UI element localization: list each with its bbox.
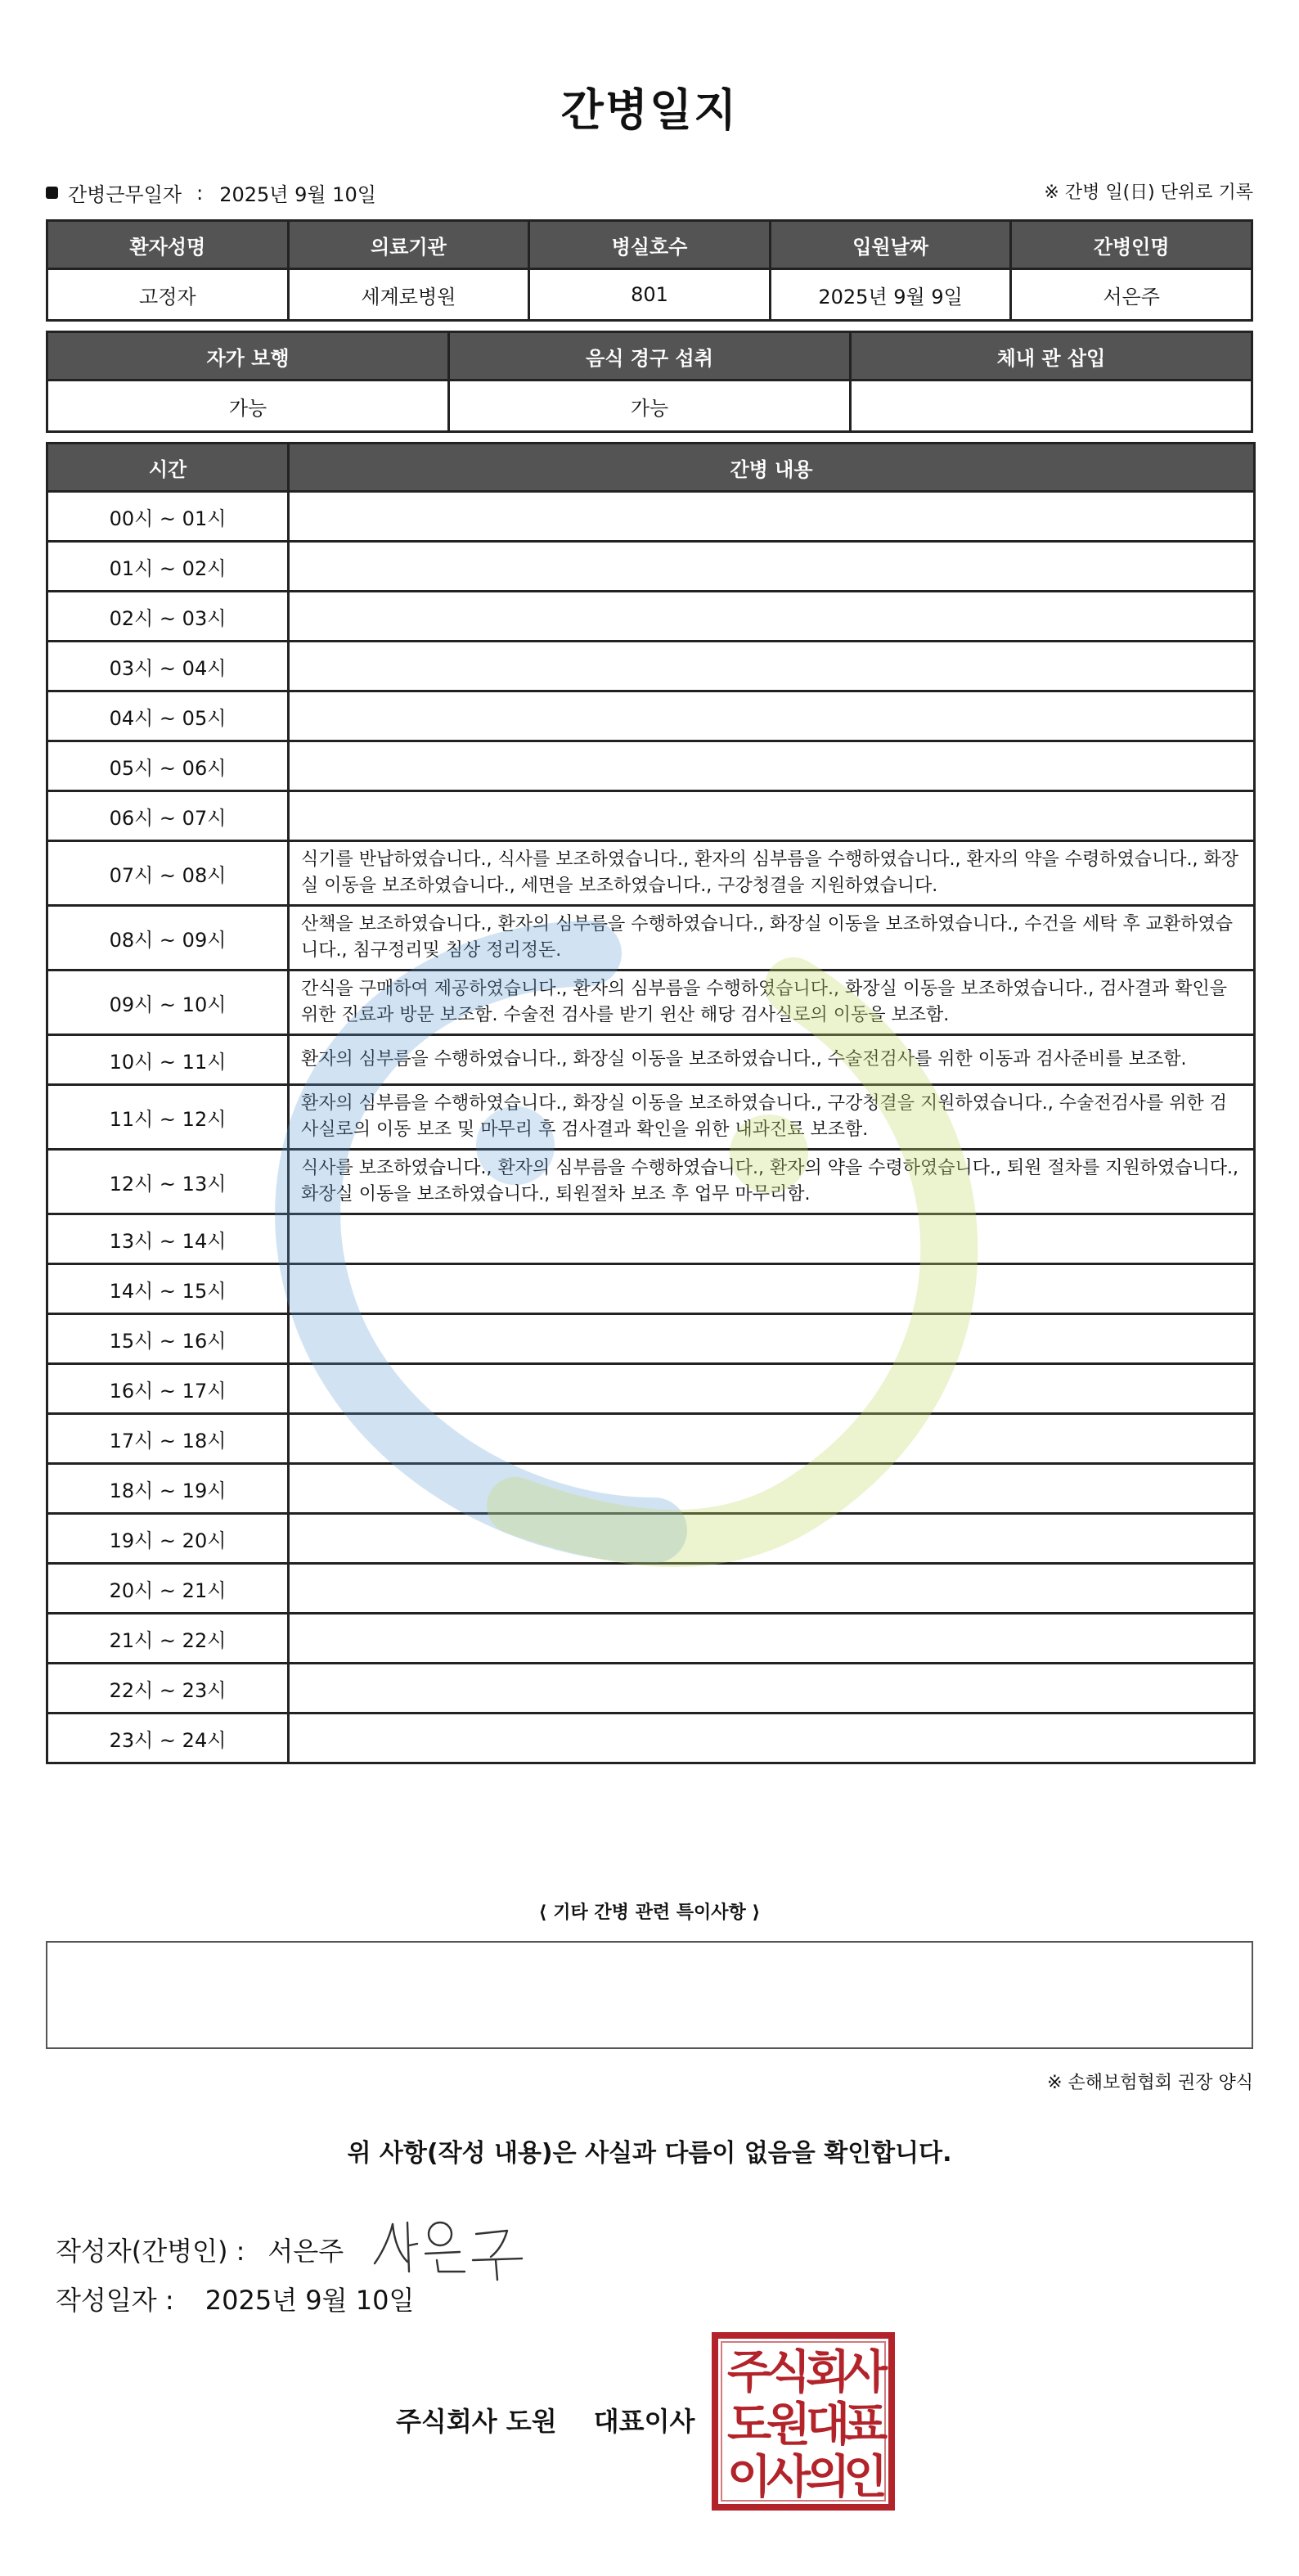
page-title: 간병일지 (560, 84, 739, 136)
work-date-label: 간병근무일자 (68, 183, 182, 206)
work-date-value: 2025년 9월 10일 (219, 183, 376, 206)
record-unit-note: ※ 간병 일(日) 단위로 기록 (1044, 182, 1253, 203)
log-time-cell: 09시 ~ 10시 (47, 971, 289, 1035)
log-row (47, 1414, 1255, 1464)
log-content-cell: 식기를 반납하였습니다., 식사를 보조하였습니다., 환자의 심부름을 수행하였습니다., 환자의 약을 수령하였습니다., 화장실 이동을 보조하였습니다., 세면을 보조하였습니다., 구강청결을 지원하였습니다. (289, 841, 1255, 906)
log-content-cell: 환자의 심부름을 수행하였습니다., 화장실 이동을 보조하였습니다., 수술전검사를 위한 이동과 검사준비를 보조함. (289, 1035, 1255, 1085)
log-time-cell: 10시 ~ 11시 (47, 1035, 289, 1085)
log-content-cell: 식사를 보조하였습니다., 환자의 심부름을 수행하였습니다., 환자의 약을 수령하였습니다., 퇴원 절차를 지원하였습니다., 화장실 이동을 보조하였습니다., 퇴원절차 보조 후 업무 마무리함. (289, 1150, 1255, 1214)
written-date-row (56, 2280, 414, 2317)
log-row (47, 592, 1255, 642)
log-time-cell: 18시 ~ 19시 (47, 1464, 289, 1514)
header-patient-name: 환자성명 (47, 221, 289, 269)
written-date-label: 작성일자 : (56, 2285, 174, 2316)
hourly-care-log-table (46, 442, 1256, 1764)
special-notes-box (46, 1941, 1253, 2049)
log-content-cell (289, 1464, 1255, 1514)
header-oral-intake: 음식 경구 섭취 (449, 332, 851, 381)
work-date-colon: : (196, 181, 204, 205)
company-signature-line (396, 2401, 694, 2439)
tube-insertion-cell (851, 381, 1252, 432)
oral-intake-cell: 가능 (449, 381, 851, 432)
log-time-cell: 22시 ~ 23시 (47, 1664, 289, 1714)
log-time-cell: 17시 ~ 18시 (47, 1414, 289, 1464)
handwritten-signature (368, 2213, 532, 2286)
log-row (47, 1614, 1255, 1664)
svg-text:식: 식 (766, 2346, 811, 2399)
log-content-cell: 환자의 심부름을 수행하였습니다., 화장실 이동을 보조하였습니다., 구강청결을 지원하였습니다., 수술전검사를 위한 검사실로의 이동 보조 및 마무리 후 검사결과 확인을 위한 내과진료 보조함. (289, 1085, 1255, 1150)
svg-text:사: 사 (843, 2346, 888, 2399)
svg-text:주: 주 (726, 2346, 772, 2399)
log-content-cell (289, 592, 1255, 642)
square-bullet-icon (46, 187, 58, 199)
log-row (47, 1264, 1255, 1314)
log-row (47, 1035, 1255, 1085)
svg-text:사: 사 (766, 2451, 811, 2504)
company-name: 주식회사 도원 (396, 2406, 557, 2437)
header-hospital: 의료기관 (288, 221, 529, 269)
writer-label: 작성자(간병인) : (56, 2236, 245, 2267)
log-row (47, 691, 1255, 741)
work-date-row (46, 178, 1253, 211)
header-admission-date: 입원날짜 (770, 221, 1011, 269)
header-caregiver-name: 간병인명 (1011, 221, 1252, 269)
log-row (47, 791, 1255, 841)
status-header-row (47, 332, 1252, 381)
confirmation-statement: 위 사항(작성 내용)은 사실과 다름이 없음을 확인합니다. (347, 2139, 952, 2168)
header-tube-insertion: 체내 관 삽입 (851, 332, 1252, 381)
log-header-row (47, 444, 1255, 492)
header-self-walking: 자가 보행 (47, 332, 449, 381)
log-row (47, 492, 1255, 542)
log-time-cell: 03시 ~ 04시 (47, 642, 289, 691)
svg-text:이: 이 (726, 2451, 772, 2504)
log-time-cell: 04시 ~ 05시 (47, 691, 289, 741)
work-date-info (46, 178, 376, 207)
log-content-cell (289, 1514, 1255, 1564)
log-content-cell: 산책을 보조하였습니다., 환자의 심부름을 수행하였습니다., 화장실 이동을 보조하였습니다., 수건을 세탁 후 교환하였습니다., 침구정리및 침상 정리정돈. (289, 906, 1255, 971)
patient-value-row (47, 269, 1252, 321)
hospital-cell: 세계로병원 (288, 269, 529, 321)
log-content-cell (289, 542, 1255, 592)
status-value-row (47, 381, 1252, 432)
log-row (47, 1464, 1255, 1514)
log-content-cell: 간식을 구매하여 제공하였습니다., 환자의 심부름을 수행하였습니다., 화장실 이동을 보조하였습니다., 검사결과 확인을 위한 진료과 방문 보조함. 수술전 검사를 받기 윈산 해당 검사실로의 이동을 보조함. (289, 971, 1255, 1035)
log-row (47, 1364, 1255, 1414)
header-care-content: 간병 내용 (289, 444, 1255, 492)
log-row (47, 1214, 1255, 1264)
log-time-cell: 08시 ~ 09시 (47, 906, 289, 971)
log-time-cell: 07시 ~ 08시 (47, 841, 289, 906)
svg-text:대: 대 (805, 2398, 851, 2452)
special-notes-title: ⟨ 기타 간병 관련 특이사항 ⟩ (538, 1903, 761, 1923)
patient-info-table (46, 219, 1253, 322)
log-row (47, 841, 1255, 906)
log-content-cell (289, 1564, 1255, 1614)
writer-row (56, 2213, 532, 2286)
log-row (47, 1314, 1255, 1364)
log-content-cell (289, 741, 1255, 791)
log-content-cell (289, 1664, 1255, 1714)
log-time-cell: 12시 ~ 13시 (47, 1150, 289, 1214)
log-row (47, 1564, 1255, 1614)
log-body (47, 492, 1255, 1763)
patient-name-cell: 고정자 (47, 269, 289, 321)
log-time-cell: 16시 ~ 17시 (47, 1364, 289, 1414)
log-time-cell: 06시 ~ 07시 (47, 791, 289, 841)
patient-status-table (46, 331, 1253, 433)
svg-text:도: 도 (726, 2398, 772, 2452)
header-time: 시간 (47, 444, 289, 492)
log-row (47, 971, 1255, 1035)
log-content-cell (289, 1614, 1255, 1664)
log-content-cell (289, 791, 1255, 841)
log-time-cell: 21시 ~ 22시 (47, 1614, 289, 1664)
svg-text:인: 인 (843, 2451, 888, 2504)
log-row (47, 741, 1255, 791)
svg-text:원: 원 (766, 2398, 811, 2452)
patient-header-row (47, 221, 1252, 269)
svg-text:표: 표 (843, 2398, 888, 2452)
log-content-cell (289, 1414, 1255, 1464)
log-time-cell: 23시 ~ 24시 (47, 1714, 289, 1763)
svg-text:의: 의 (805, 2451, 851, 2504)
log-row (47, 1150, 1255, 1214)
header-room-number: 병실호수 (529, 221, 771, 269)
log-content-cell (289, 1314, 1255, 1364)
log-time-cell: 14시 ~ 15시 (47, 1264, 289, 1314)
log-time-cell: 01시 ~ 02시 (47, 542, 289, 592)
log-content-cell (289, 691, 1255, 741)
log-content-cell (289, 1264, 1255, 1314)
ceo-title: 대표이사 (593, 2406, 695, 2437)
log-content-cell (289, 1714, 1255, 1763)
company-seal-stamp (710, 2331, 897, 2512)
log-time-cell: 13시 ~ 14시 (47, 1214, 289, 1264)
log-time-cell: 11시 ~ 12시 (47, 1085, 289, 1150)
log-row (47, 1714, 1255, 1763)
writer-name: 서은주 (267, 2236, 344, 2267)
log-row (47, 906, 1255, 971)
svg-text:회: 회 (805, 2346, 851, 2399)
log-row (47, 642, 1255, 691)
caregiver-name-cell: 서은주 (1011, 269, 1252, 321)
log-time-cell: 00시 ~ 01시 (47, 492, 289, 542)
log-row (47, 1664, 1255, 1714)
self-walking-cell: 가능 (47, 381, 449, 432)
log-time-cell: 20시 ~ 21시 (47, 1564, 289, 1614)
room-number-cell: 801 (529, 269, 771, 321)
log-content-cell (289, 642, 1255, 691)
log-time-cell: 15시 ~ 16시 (47, 1314, 289, 1364)
log-row (47, 1514, 1255, 1564)
log-row (47, 1085, 1255, 1150)
admission-date-cell: 2025년 9월 9일 (770, 269, 1011, 321)
log-content-cell (289, 1214, 1255, 1264)
written-date-value: 2025년 9월 10일 (205, 2285, 415, 2316)
log-time-cell: 02시 ~ 03시 (47, 592, 289, 642)
log-time-cell: 05시 ~ 06시 (47, 741, 289, 791)
log-content-cell (289, 1364, 1255, 1414)
form-source-note: ※ 손해보험협회 권장 양식 (1047, 2073, 1253, 2093)
log-content-cell (289, 492, 1255, 542)
log-time-cell: 19시 ~ 20시 (47, 1514, 289, 1564)
log-row (47, 542, 1255, 592)
